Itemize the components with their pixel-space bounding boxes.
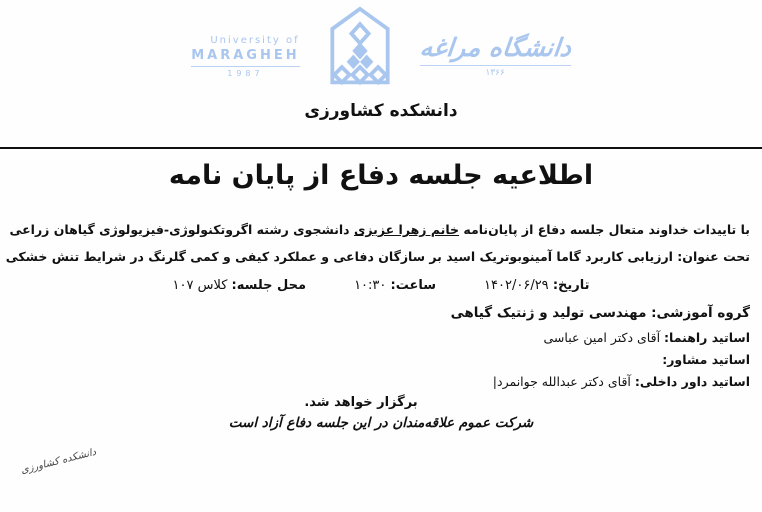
session-info-row <box>0 278 762 293</box>
thesis-title-label: تحت عنوان: <box>677 249 750 264</box>
location-value: کلاس ۱۰۷ <box>172 278 228 293</box>
persian-calligraphy: دانشگاه مراغه <box>418 32 573 62</box>
group-label: گروه آموزشی: <box>651 305 750 321</box>
supervisor-line <box>10 330 750 345</box>
university-of-text: University of <box>210 35 300 47</box>
university-emblem-icon <box>310 6 410 90</box>
time-value: ۱۰:۳۰ <box>354 278 387 293</box>
closing-line: برگزار خواهد شد. <box>304 395 418 410</box>
university-logo <box>0 4 762 92</box>
date-value: ۱۴۰۲/۰۶/۲۹ <box>484 278 549 293</box>
university-name-english <box>191 35 299 79</box>
text-cursor-mark: | <box>492 374 497 389</box>
examiner-line <box>10 374 750 389</box>
time-label: ساعت: <box>390 278 437 293</box>
intro-prefix: با تاییدات خداوند متعال جلسه دفاع از پایان‌نامه <box>459 222 750 237</box>
faculty-name: دانشکده کشاورزی <box>304 101 458 121</box>
advisor-label: اساتید مشاور: <box>662 352 750 367</box>
group-value: مهندسی تولید و ژنتیک گیاهی <box>450 305 652 321</box>
faculty-stamp-signature: دانشکده کشاورزی <box>19 446 98 477</box>
date-label: تاریخ: <box>552 278 590 293</box>
intro-line <box>10 222 750 237</box>
founding-year-english: 1987 <box>191 66 299 79</box>
location-item <box>172 278 306 293</box>
maragheh-text: MARAGHEH <box>191 47 300 63</box>
examiner-value: آقای دکتر عبدالله جوانمرد <box>497 374 635 389</box>
examiner-label: اساتید داور داخلی: <box>634 374 750 389</box>
time-item <box>354 278 436 293</box>
open-attendance-note: شرکت عموم علاقه‌مندان در این جلسه دفاع آزاد است <box>228 415 534 431</box>
page-title: اطلاعیه جلسه دفاع از پایان نامه <box>168 160 594 191</box>
date-item <box>484 278 589 293</box>
location-label: محل جلسه: <box>231 278 307 293</box>
student-name: خانم زهرا عزیزی <box>353 222 460 237</box>
founding-year-persian: ۱۳۶۶ <box>420 65 571 78</box>
supervisor-value: آقای دکتر امین عباسی <box>543 330 665 345</box>
supervisor-label: اساتید راهنما: <box>664 330 750 345</box>
horizontal-divider <box>0 147 762 149</box>
advisor-line <box>10 352 750 367</box>
university-name-persian <box>420 33 571 78</box>
thesis-title-text: ارزیابی کاربرد گاما آمینوبوتریک اسید بر سازگان دفاعی و عملکرد کیفی و کمی گلرنگ در شرایط تنش خشکی <box>5 249 678 264</box>
intro-suffix: دانشجوی رشته اگروتکنولوژی-فیزیولوژی گیاهان زراعی <box>9 222 354 237</box>
thesis-title-line <box>5 249 750 264</box>
department-group-line <box>10 305 750 321</box>
